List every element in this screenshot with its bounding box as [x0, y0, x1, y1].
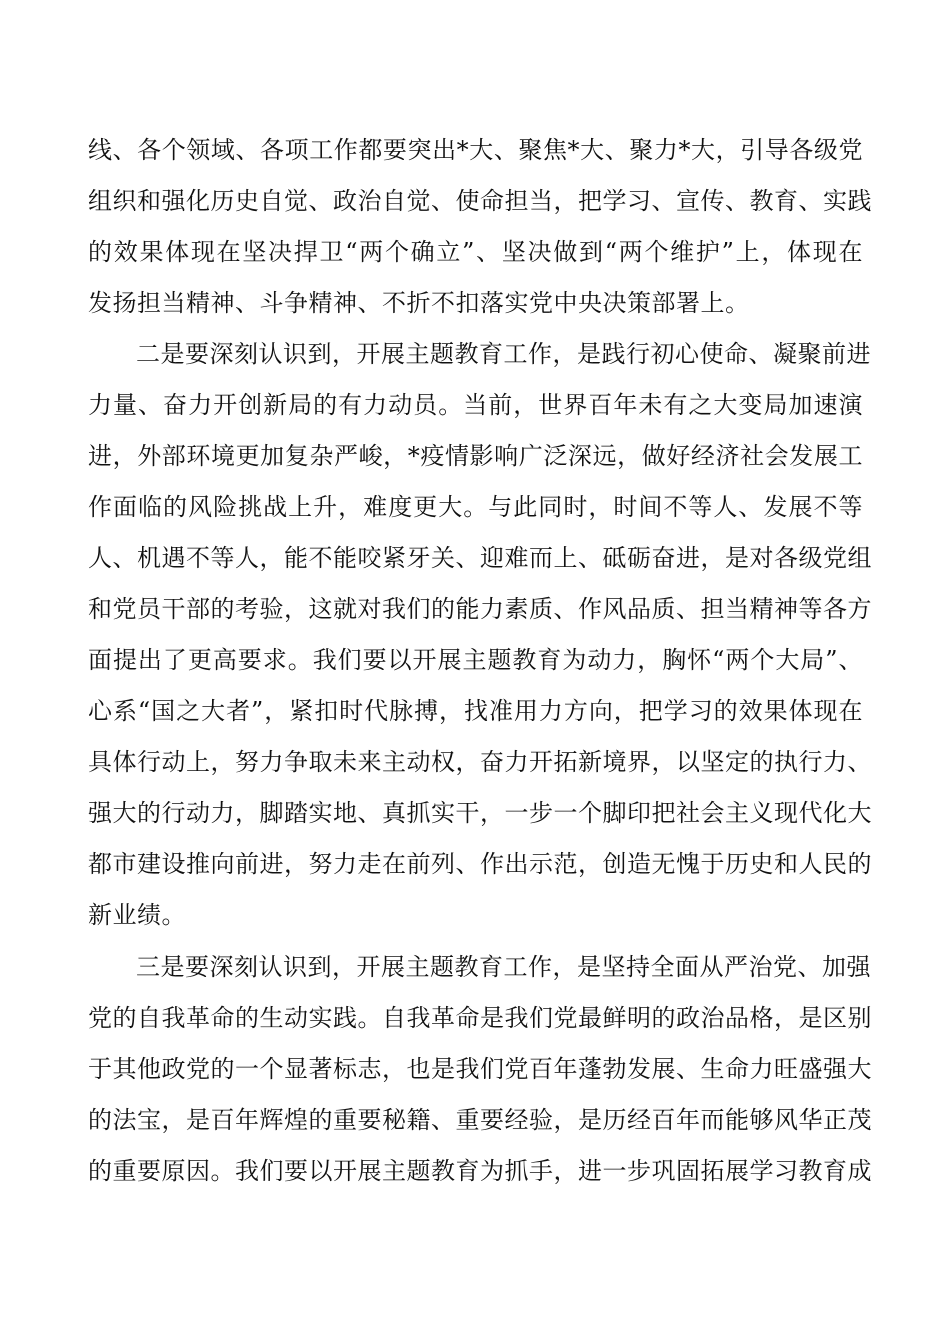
text-line: 党的自我革命的生动实践。自我革命是我们党最鲜明的政治品格，是区别 — [88, 1004, 872, 1032]
text-line: 的法宝，是百年辉煌的重要秘籍、重要经验，是历经百年而能够风华正茂 — [88, 1106, 872, 1134]
text-line: 面提出了更高要求。我们要以开展主题教育为动力，胸怀“两个大局”、 — [88, 646, 863, 674]
text-line: 于其他政党的一个显著标志，也是我们党百年蓬勃发展、生命力旺盛强大 — [88, 1055, 872, 1083]
text-line: 的效果体现在坚决捍卫“两个确立”、坚决做到“两个维护”上，体现在 — [88, 238, 863, 266]
text-line: 强大的行动力，脚踏实地、真抓实干，一步一个脚印把社会主义现代化大 — [88, 799, 872, 827]
text-line: 人、机遇不等人，能不能咬紧牙关、迎难而上、砥砺奋进，是对各级党组 — [88, 544, 872, 572]
paragraph-first-line: 二是要深刻认识到，开展主题教育工作，是践行初心使命、凝聚前进 — [136, 340, 871, 368]
text-line: 组织和强化历史自觉、政治自觉、使命担当，把学习、宣传、教育、实践 — [88, 187, 872, 215]
text-line: 力量、奋力开创新局的有力动员。当前，世界百年未有之大变局加速演 — [88, 391, 863, 419]
text-line: 进，外部环境更加复杂严峻，*疫情影响广泛深远，做好经济社会发展工 — [88, 442, 863, 470]
paragraph-first-line: 三是要深刻认识到，开展主题教育工作，是坚持全面从严治党、加强 — [136, 953, 871, 981]
text-line: 都市建设推向前进，努力走在前列、作出示范，创造无愧于历史和人民的 — [88, 850, 872, 878]
text-line: 新业绩。 — [88, 901, 186, 929]
text-line: 的重要原因。我们要以开展主题教育为抓手，进一步巩固拓展学习教育成 — [88, 1157, 872, 1185]
text-line: 发扬担当精神、斗争精神、不折不扣落实党中央决策部署上。 — [88, 289, 750, 317]
text-line: 心系“国之大者”，紧扣时代脉搏，找准用力方向，把学习的效果体现在 — [88, 697, 863, 725]
text-line: 和党员干部的考验，这就对我们的能力素质、作风品质、担当精神等各方 — [88, 595, 872, 623]
text-line: 作面临的风险挑战上升，难度更大。与此同时，时间不等人、发展不等 — [88, 493, 863, 521]
text-line: 线、各个领域、各项工作都要突出*大、聚焦*大、聚力*大，引导各级党 — [88, 136, 863, 164]
text-line: 具体行动上，努力争取未来主动权，奋力开拓新境界，以坚定的执行力、 — [88, 748, 872, 776]
